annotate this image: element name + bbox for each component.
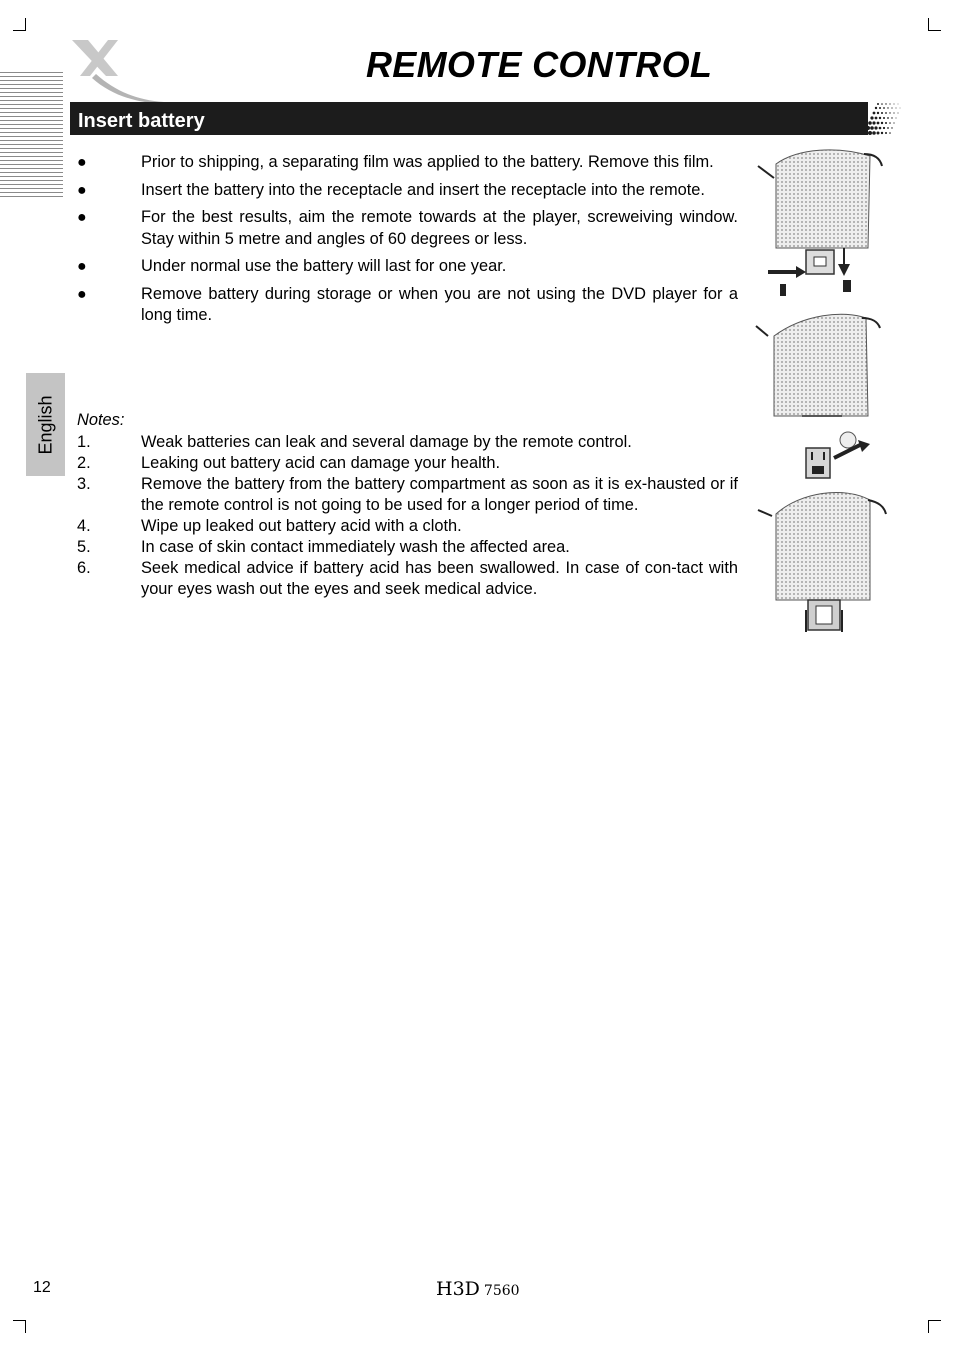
note-item: 2. Leaking out battery acid can damage your health.	[77, 454, 501, 472]
bullet-dot-icon: ●	[77, 209, 87, 226]
crop-mark-top-right	[928, 18, 941, 31]
decorative-side-lines	[0, 72, 63, 200]
crop-mark-bottom-right	[928, 1320, 941, 1333]
note-item: 1. Weak batteries can leak and several damage by the remote control.	[77, 433, 632, 451]
note-item: 6. Seek medical advice if battery acid has been swallowed. In case of con-tact with your eyes wash out the eyes and seek medical advice.	[77, 559, 738, 598]
notes-title: Notes:	[77, 411, 125, 429]
x-logo-icon	[66, 36, 166, 104]
list-item: ● For the best results, aim the remote towards at the player, screweiving window. Stay within 5 metre and angles of 60 degrees or less.	[77, 208, 738, 248]
note-item: 5. In case of skin contact immediately wash the affected area.	[77, 538, 570, 556]
language-label: English	[35, 394, 55, 455]
crop-mark-bottom-left	[13, 1320, 26, 1333]
bullet-dot-icon: ●	[77, 154, 87, 171]
section-header-bar	[70, 102, 868, 135]
remote-battery-illustration	[752, 148, 902, 632]
note-item: 4. Wipe up leaked out battery acid with a cloth.	[77, 517, 462, 535]
page-title: REMOTE CONTROL	[366, 44, 713, 85]
language-tab	[26, 373, 65, 476]
note-item: 3. Remove the battery from the battery compartment as soon as it is ex-hausted or if the remote control is not going to be used for a longer period of time.	[77, 475, 738, 514]
list-item: ● Remove battery during storage or when you are not using the DVD player for a long time.	[77, 284, 738, 324]
bullet-dot-icon: ●	[77, 181, 87, 199]
section-title: Insert battery	[78, 110, 205, 132]
halftone-decoration	[862, 102, 902, 135]
model-name: H3D 7560	[436, 1278, 520, 1300]
list-item: ● Under normal use the battery will last for one year.	[77, 256, 738, 278]
crop-mark-top-left	[13, 18, 26, 31]
list-item: ● Prior to shipping, a separating film was applied to the battery. Remove this film.	[77, 152, 738, 174]
bullet-dot-icon: ●	[77, 258, 87, 275]
instruction-list	[77, 152, 738, 333]
bullet-dot-icon: ●	[77, 285, 87, 303]
page-number: 12	[33, 1279, 51, 1296]
list-item: ● Insert the battery into the receptacle and insert the receptacle into the remote.	[77, 180, 738, 202]
notes-list	[77, 432, 738, 600]
